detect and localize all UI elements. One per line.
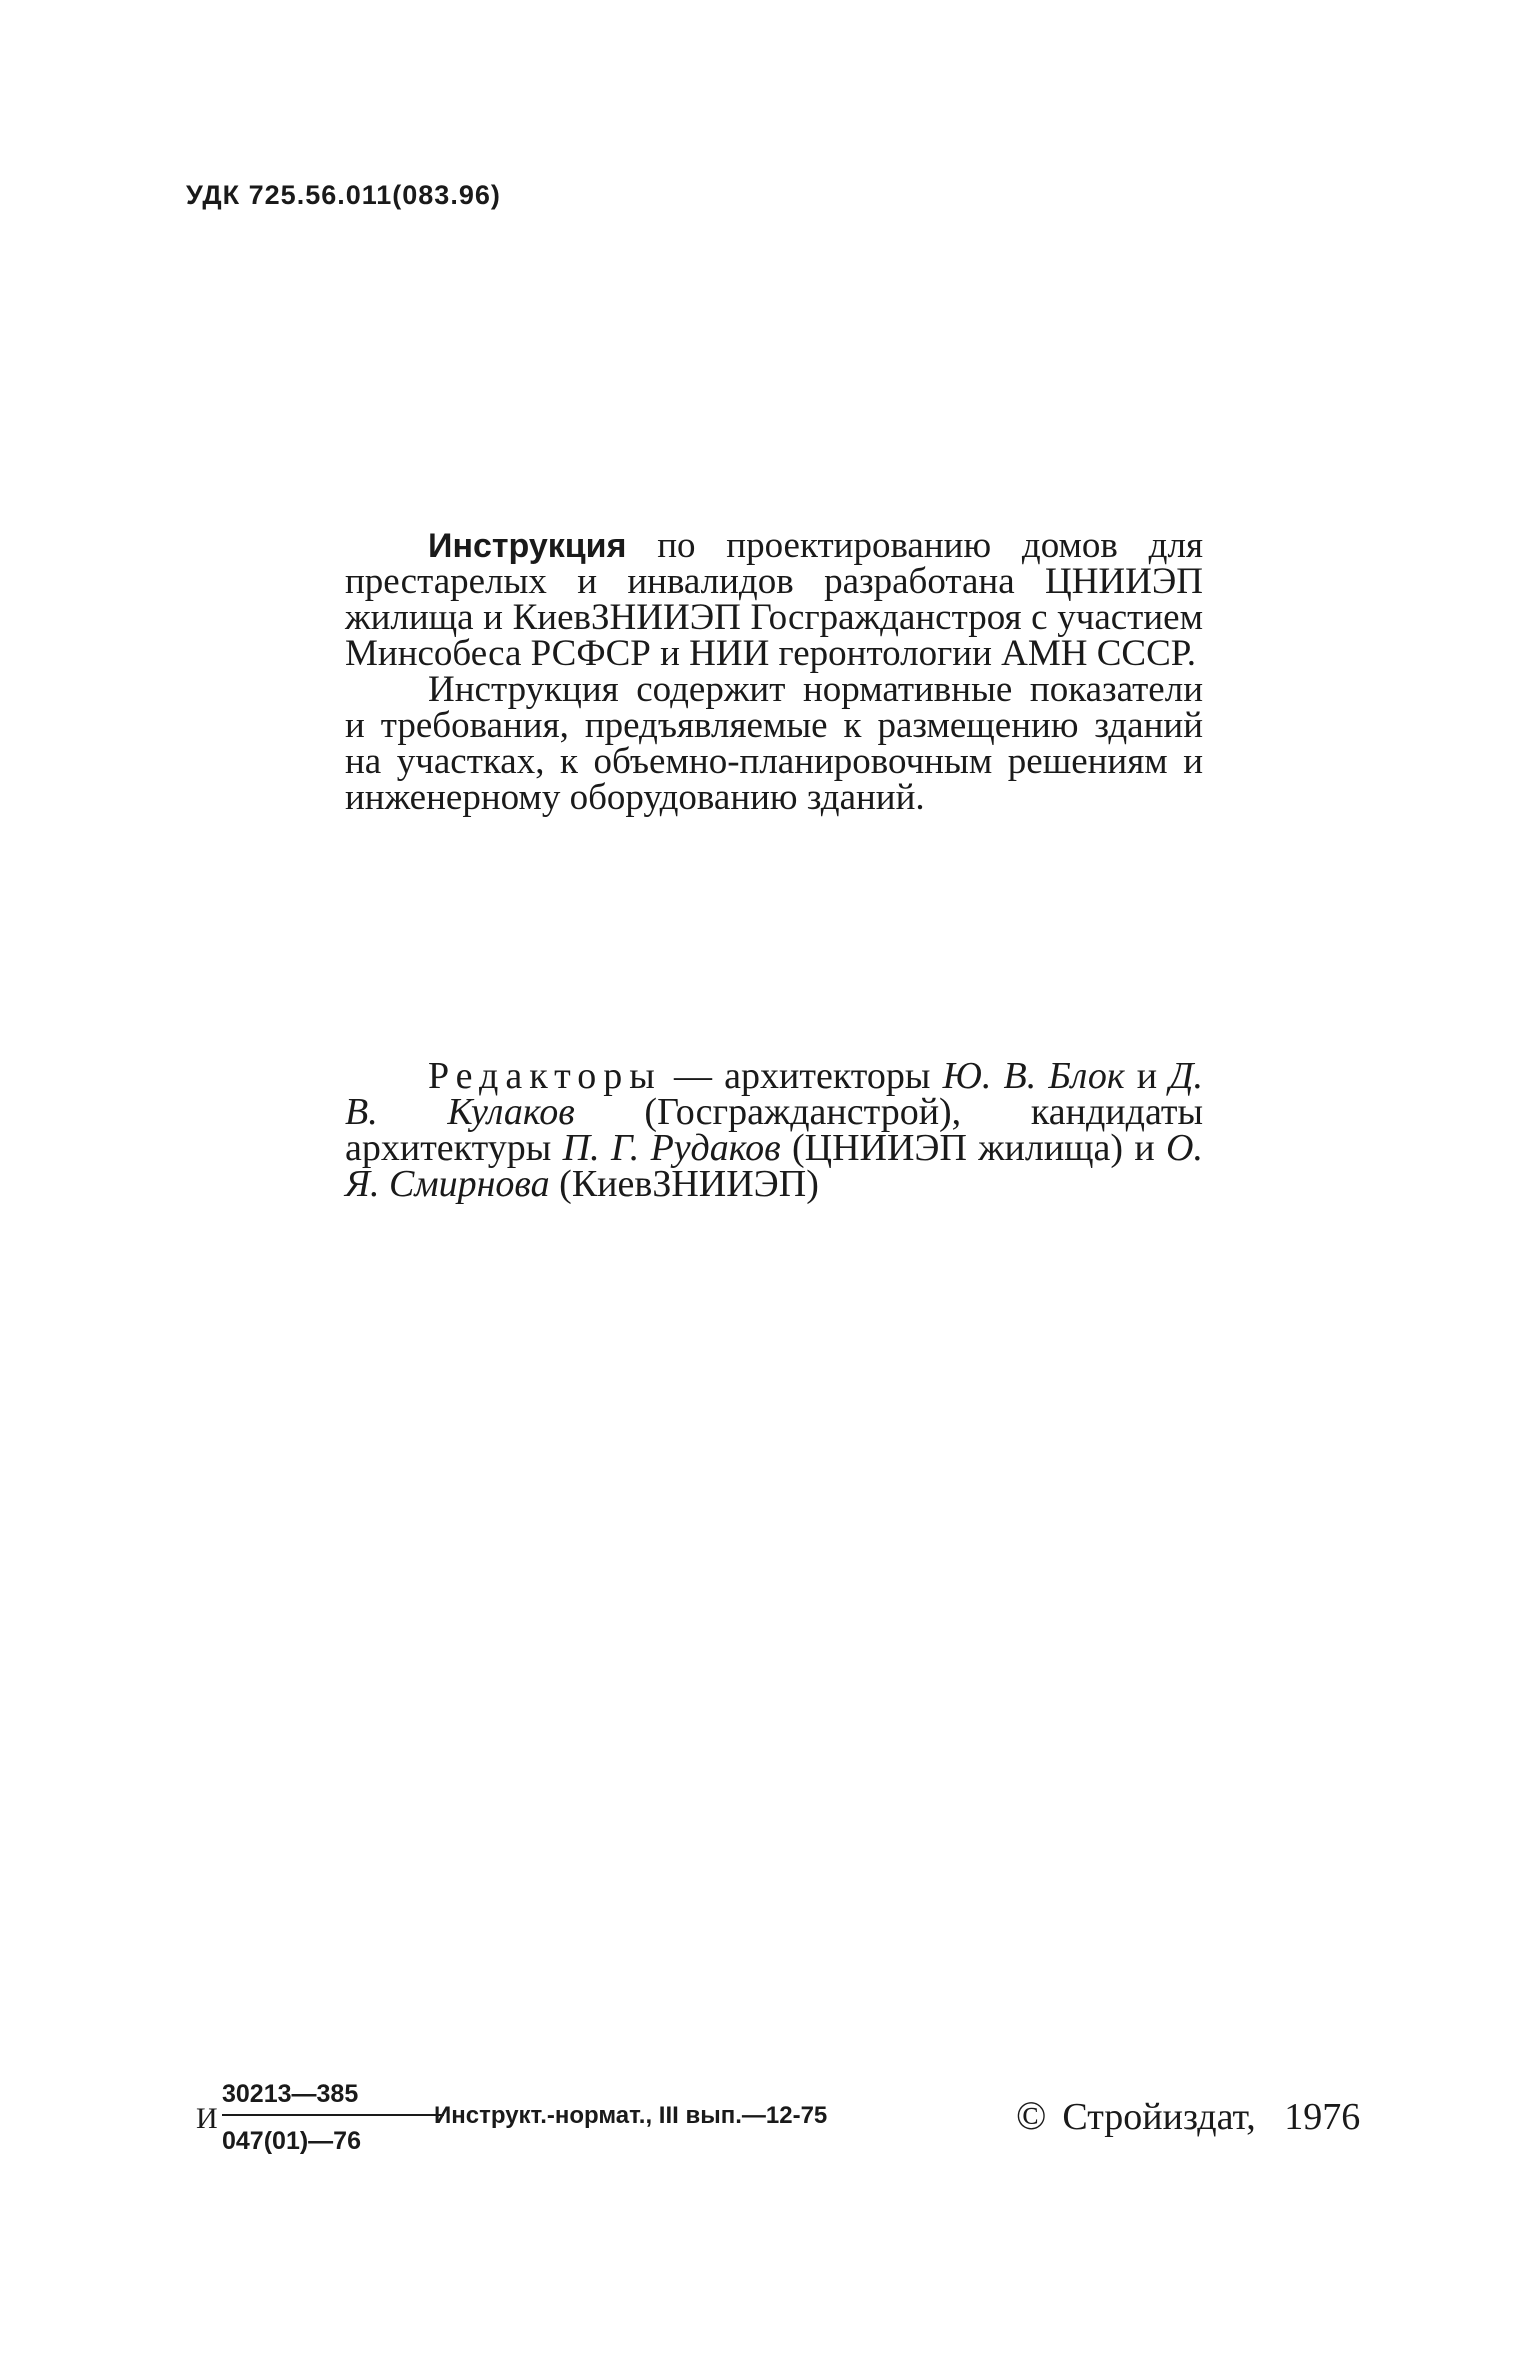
editor-name-3: П. Г. Рудаков [562, 1127, 781, 1169]
editors-credits [345, 1055, 1203, 1205]
editors-paragraph [345, 1055, 1203, 1205]
abstract-paragraph-1 [345, 525, 1203, 674]
editors-text-5: (КиевЗНИИЭП) [549, 1163, 819, 1205]
imprint-text: Инструкт.-нормат., III вып.—12-75 [434, 2102, 828, 2129]
editor-name-2: Д. В. Кулаков [345, 1055, 1203, 1133]
imprint [186, 2080, 1376, 2170]
imprint-letter: И [196, 2102, 218, 2135]
editor-name-1: Ю. В. Блок [942, 1055, 1125, 1097]
copyright [1016, 2092, 1360, 2139]
publication-year: 1976 [1284, 2096, 1361, 2138]
copyright-icon: © [1016, 2093, 1047, 2138]
editor-name-4: О. Я. Смирнова [345, 1127, 1203, 1205]
editors-text-4: (ЦНИИЭП жилища) и [780, 1127, 1167, 1169]
editors-text-1: — архитекторы [661, 1055, 943, 1097]
abstract-paragraph-1-text: по проектированию домов для престарелых и инвалидов разработана ЦНИИЭП жилища и КиевЗНИИЭП Госгражданстроя с участием Минсобеса РСФСР и НИИ геронтологии АМН СССР. [345, 525, 1203, 674]
imprint-denominator: 047(01)—76 [222, 2127, 361, 2155]
abstract [345, 525, 1203, 818]
abstract-paragraph-2: Инструкция содержит нормативные показатели и требования, предъявляемые к размещению зданий на участках, к объемно-планировочным решениям и инженерному оборудованию зданий. [345, 669, 1203, 818]
editors-label: Редакторы [428, 1055, 662, 1097]
editors-text-2: и [1124, 1055, 1170, 1097]
abstract-lead-word: Инструкция [428, 527, 627, 565]
imprint-fraction-line [222, 2114, 444, 2116]
imprint-numerator: 30213—385 [222, 2080, 359, 2108]
editors-text-3: (Госгражданстрой), кандидаты архитектуры [345, 1091, 1203, 1169]
udk-code: УДК 725.56.011(083.96) [186, 180, 501, 210]
publisher: Стройиздат, [1062, 2096, 1256, 2138]
